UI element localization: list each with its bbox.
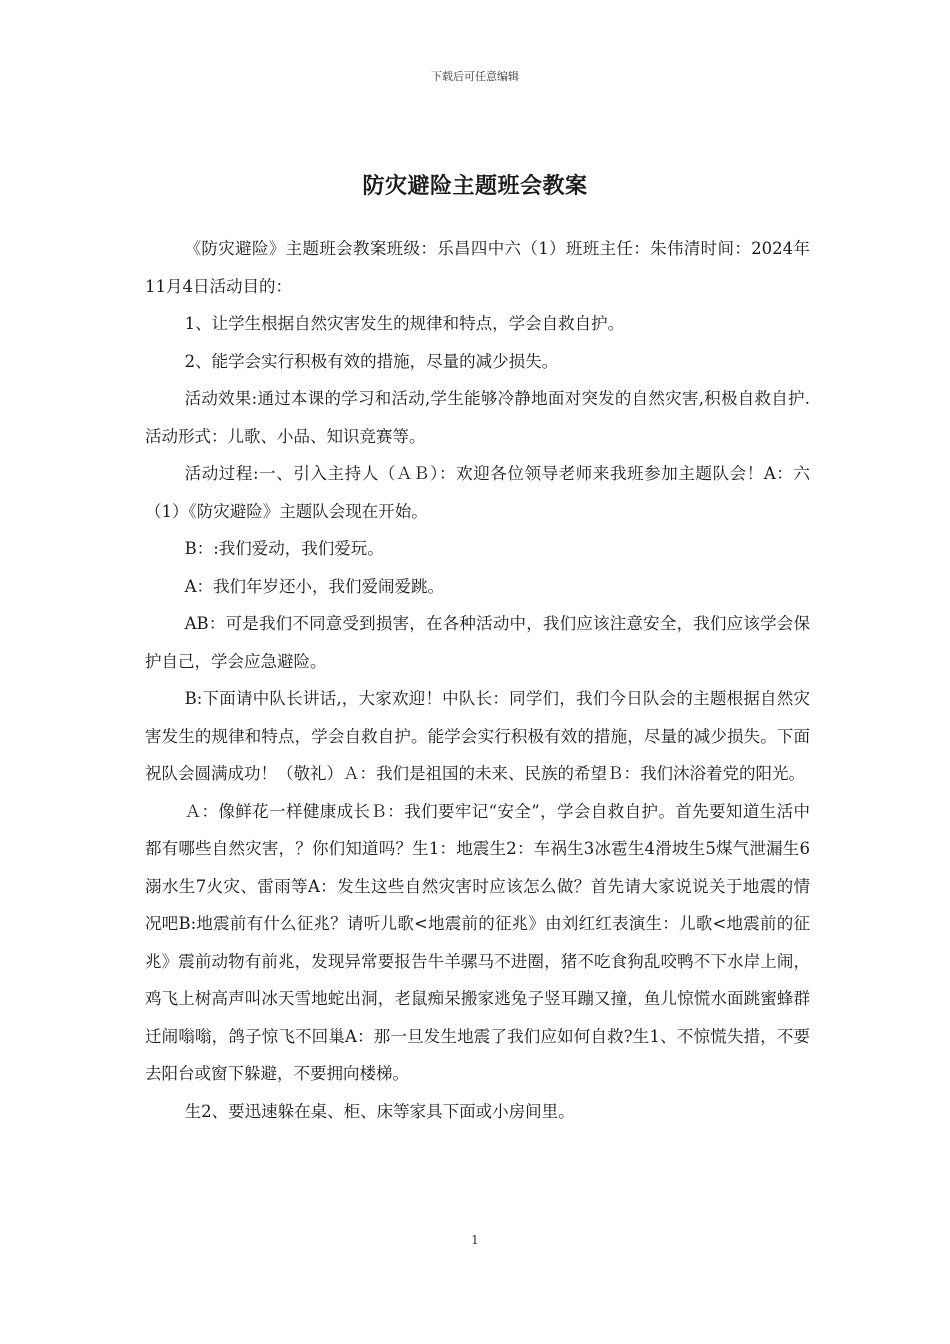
paragraph-process: 活动过程:一、引入主持人（ＡＢ）：欢迎各位领导老师来我班参加主题队会！A：六（1）《防灾避险》主题队会现在开始。 [145,464,810,521]
paragraph-goal-2: 2、能学会实行积极有效的措施，尽量的减少损失。 [184,351,559,371]
document-body [145,230,810,1130]
paragraph-dialogue-a: A：我们年岁还小，我们爱闹爱跳。 [184,576,445,596]
paragraph-dialogue-ab: AB：可是我们不同意受到损害，在各种活动中，我们应该注意安全，我们应该学会保护自己，学会应急避险。 [145,614,810,671]
document-title: 防灾避险主题班会教案 [362,172,588,199]
paragraph-intro: 《防灾避险》主题班会教案班级：乐昌四中六（1）班班主任：朱伟清时间：2024年11月4日活动目的： [145,239,810,296]
paragraph-goal-1: 1、让学生根据自然灾害发生的规律和特点，学会自救自护。 [184,314,625,333]
page-header: 下载后可任意编辑 [431,70,519,83]
paragraph-earthquake: Ａ：像鲜花一样健康成长Ｂ：我们要牢记“安全”，学会自救自护。首先要知道生活中都有哪些自然灾害，？你们知道吗？生1：地震生2：车祸生3冰雹生4滑坡生5煤气泄漏生6溺水生7火灾、雷雨等A：发生这些自然灾害时应该怎么做？首先请大家说说关于地震的情况吧B:地震前有什么征兆？请听儿歌<地震前的征兆》由刘红红表演生：儿歌<地震前的征兆》震前动物有前兆，发现异常要报告牛羊骡马不进圈，猪不吃食狗乱咬鸭不下水岸上闹，鸡飞上树高声叫冰天雪地蛇出洞，老鼠痴呆搬家逃兔子竖耳蹦又撞，鱼儿惊慌水面跳蜜蜂群迁闹嗡嗡，鸽子惊飞不回巢A：那一旦发生地震了我们应如何自救?生1、不惊慌失措，不要去阳台或窗下躲避，不要拥向楼梯。 [145,801,810,1083]
paragraph-student-2: 生2、要迅速躲在桌、柜、床等家具下面或小房间里。 [184,1101,575,1121]
page-number: 1 [471,1233,479,1247]
paragraph-squad-leader: B:下面请中队长讲话,，大家欢迎！中队长：同学们，我们今日队会的主题根据自然灾害发生的规律和特点，学会自救自护。能学会实行积极有效的措施，尽量的减少损失。下面祝队会圆满成功！（敬礼）Ａ：我们是祖国的未来、民族的希望Ｂ：我们沐浴着党的阳光。 [145,689,810,783]
paragraph-dialogue-b: B：:我们爱动，我们爱玩。 [184,539,384,558]
paragraph-effect: 活动效果:通过本课的学习和活动,学生能够冷静地面对突发的自然灾害,积极自救自护.活动形式：儿歌、小品、知识竞赛等。 [145,389,810,446]
